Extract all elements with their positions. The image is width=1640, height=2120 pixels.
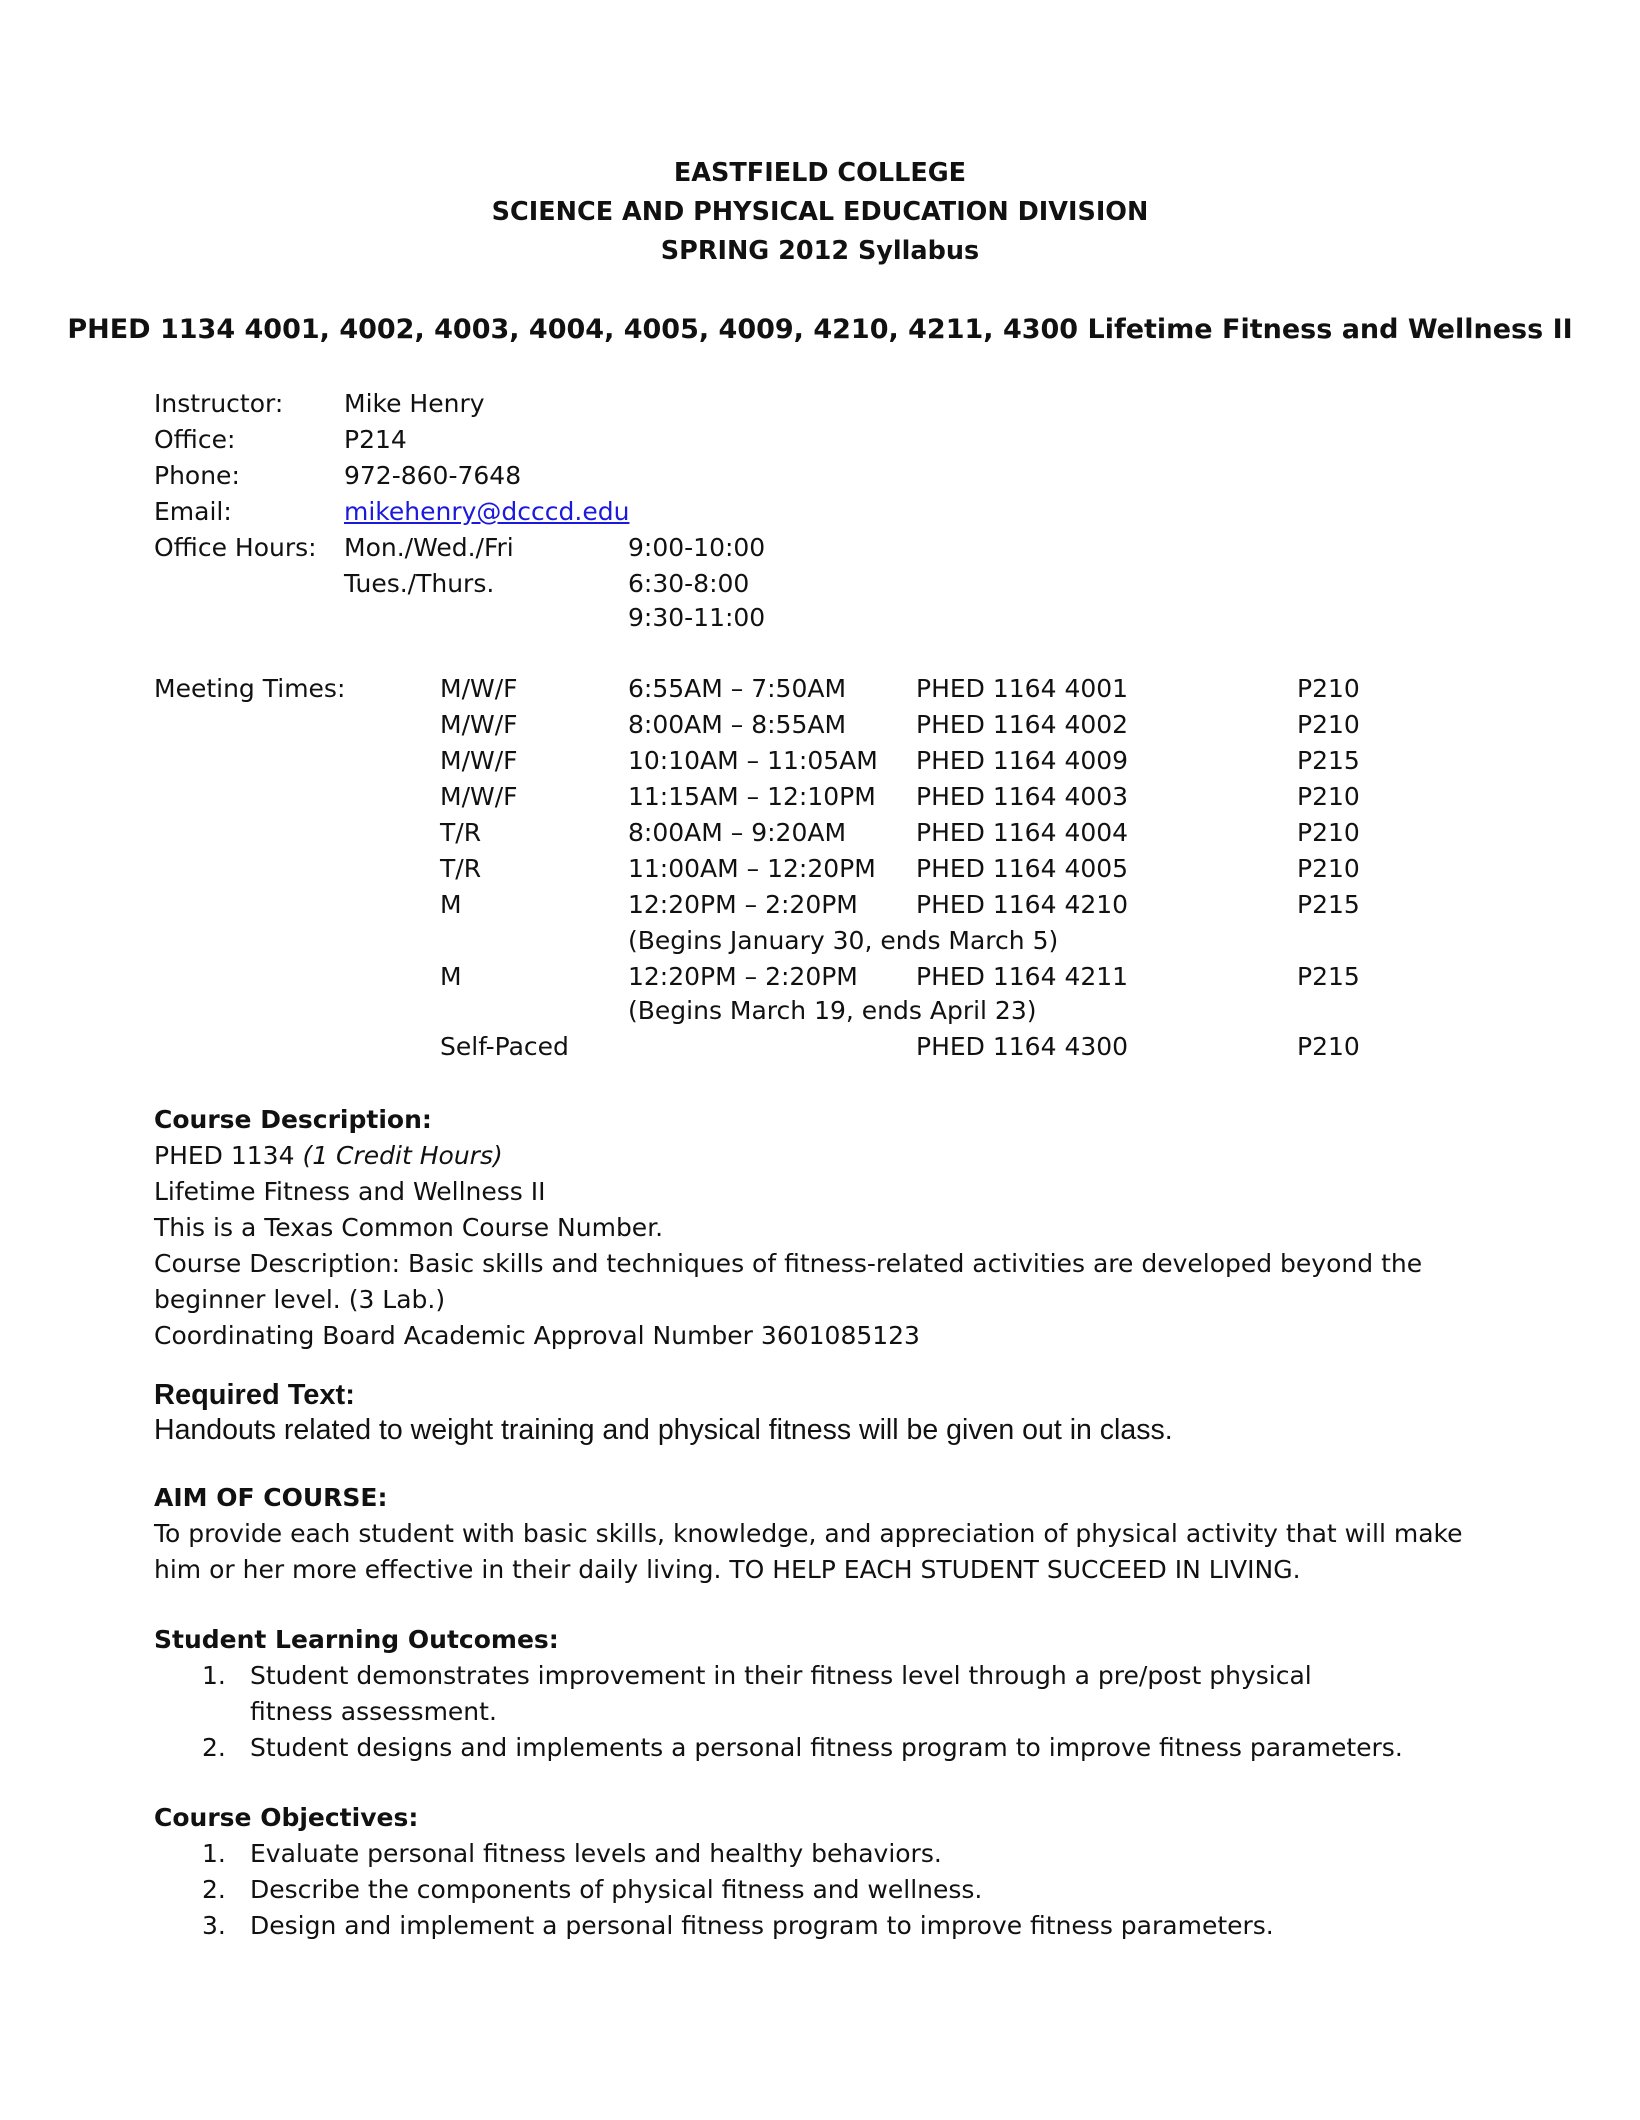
office-hours-label: Office Hours: bbox=[154, 533, 317, 562]
list-number: 2. bbox=[202, 1875, 226, 1904]
outcomes-section bbox=[154, 1622, 1494, 1766]
office-hours-time: 9:30-11:00 bbox=[628, 603, 766, 632]
section-heading: Course Description: bbox=[154, 1105, 432, 1134]
meeting-room: P210 bbox=[1297, 782, 1360, 811]
meeting-room: P215 bbox=[1297, 890, 1360, 919]
course-name: Lifetime Fitness and Wellness II bbox=[154, 1177, 546, 1206]
meeting-time: 10:10AM – 11:05AM bbox=[628, 746, 878, 775]
aim-body: To provide each student with basic skills, knowledge, and appreciation of physical activity that will make him or her more effective in their daily living. TO HELP EACH STUDENT SUCCEED IN LIVING. bbox=[154, 1519, 1463, 1584]
tccn-note: This is a Texas Common Course Number. bbox=[154, 1213, 664, 1242]
meeting-time: 11:00AM – 12:20PM bbox=[628, 854, 876, 883]
meeting-room: P215 bbox=[1297, 962, 1360, 991]
instructor-value: Mike Henry bbox=[344, 389, 485, 418]
list-text: Evaluate personal fitness levels and healthy behaviors. bbox=[250, 1839, 942, 1868]
meeting-section: PHED 1164 4005 bbox=[916, 854, 1129, 883]
meeting-section: PHED 1164 4004 bbox=[916, 818, 1129, 847]
meeting-time: 8:00AM – 8:55AM bbox=[628, 710, 847, 739]
list-item bbox=[154, 1908, 1494, 1944]
meeting-room: P210 bbox=[1297, 818, 1360, 847]
meeting-section: PHED 1164 4211 bbox=[916, 962, 1129, 991]
meeting-room: P210 bbox=[1297, 854, 1360, 883]
meeting-section: PHED 1164 4009 bbox=[916, 746, 1129, 775]
course-code: PHED 1134 bbox=[154, 1141, 303, 1170]
office-hours-time: 6:30-8:00 bbox=[628, 569, 750, 598]
course-description-section bbox=[154, 1102, 1494, 1354]
list-item bbox=[154, 1836, 1494, 1872]
list-item bbox=[154, 1658, 1350, 1730]
list-item bbox=[154, 1730, 1494, 1766]
section-heading: Course Objectives: bbox=[154, 1803, 419, 1832]
list-number: 2. bbox=[202, 1733, 226, 1762]
meeting-days: M/W/F bbox=[440, 710, 518, 739]
office-label: Office: bbox=[154, 425, 236, 454]
meeting-section: PHED 1164 4002 bbox=[916, 710, 1129, 739]
phone-value: 972-860-7648 bbox=[344, 461, 522, 490]
office-hours-days: Tues./Thurs. bbox=[344, 569, 495, 598]
meeting-section: PHED 1164 4210 bbox=[916, 890, 1129, 919]
meeting-days: M bbox=[440, 962, 462, 991]
list-text: Student demonstrates improvement in their fitness level through a pre/post physical fitness assessment. bbox=[250, 1661, 1312, 1726]
course-title: PHED 1134 4001, 4002, 4003, 4004, 4005, 4009, 4210, 4211, 4300 Lifetime Fitness and Wellness II bbox=[67, 314, 1573, 345]
meeting-days: M/W/F bbox=[440, 746, 518, 775]
office-value: P214 bbox=[344, 425, 407, 454]
meeting-days: T/R bbox=[440, 818, 482, 847]
required-text-section bbox=[154, 1378, 1494, 1448]
list-text: Describe the components of physical fitness and wellness. bbox=[250, 1875, 983, 1904]
meeting-time: 12:20PM – 2:20PM bbox=[628, 890, 858, 919]
list-text: Design and implement a personal fitness program to improve fitness parameters. bbox=[250, 1911, 1274, 1940]
email-link[interactable]: mikehenry@dcccd.edu bbox=[344, 497, 630, 526]
meeting-section: PHED 1164 4003 bbox=[916, 782, 1129, 811]
meeting-time: 11:15AM – 12:10PM bbox=[628, 782, 876, 811]
aim-section bbox=[154, 1480, 1494, 1588]
approval-number: Coordinating Board Academic Approval Number 3601085123 bbox=[154, 1321, 920, 1350]
outcomes-list bbox=[154, 1658, 1494, 1766]
meeting-time: 6:55AM – 7:50AM bbox=[628, 674, 847, 703]
meeting-room: P210 bbox=[1297, 674, 1360, 703]
instructor-label: Instructor: bbox=[154, 389, 284, 418]
meeting-time: 12:20PM – 2:20PM bbox=[628, 962, 858, 991]
email-label: Email: bbox=[154, 497, 232, 526]
division-name: SCIENCE AND PHYSICAL EDUCATION DIVISION bbox=[491, 197, 1149, 227]
meeting-times-label: Meeting Times: bbox=[154, 674, 346, 703]
section-heading: AIM OF COURSE: bbox=[154, 1483, 388, 1512]
meeting-note: (Begins January 30, ends March 5) bbox=[628, 926, 1059, 955]
required-text-body: Handouts related to weight training and physical fitness will be given out in class. bbox=[154, 1414, 1173, 1446]
objectives-section bbox=[154, 1800, 1494, 1944]
meeting-room: P210 bbox=[1297, 710, 1360, 739]
office-hours-days: Mon./Wed./Fri bbox=[344, 533, 514, 562]
meeting-days: M/W/F bbox=[440, 674, 518, 703]
phone-label: Phone: bbox=[154, 461, 240, 490]
course-description-text: Course Description: Basic skills and techniques of fitness-related activities are developed beyond the beginner level. (3 Lab.) bbox=[154, 1249, 1423, 1314]
credit-hours: (1 Credit Hours) bbox=[302, 1141, 503, 1170]
list-number: 1. bbox=[202, 1839, 226, 1868]
meeting-room: P215 bbox=[1297, 746, 1360, 775]
meeting-room: P210 bbox=[1297, 1032, 1360, 1061]
meeting-time: 8:00AM – 9:20AM bbox=[628, 818, 847, 847]
objectives-list bbox=[154, 1836, 1494, 1944]
college-name: EASTFIELD COLLEGE bbox=[673, 158, 967, 188]
meeting-section: PHED 1164 4300 bbox=[916, 1032, 1129, 1061]
list-number: 1. bbox=[202, 1661, 226, 1690]
list-item bbox=[154, 1872, 1494, 1908]
meeting-days: T/R bbox=[440, 854, 482, 883]
term-title: SPRING 2012 Syllabus bbox=[660, 236, 980, 266]
meeting-days: M/W/F bbox=[440, 782, 518, 811]
meeting-days: M bbox=[440, 890, 462, 919]
course-code-line bbox=[154, 1138, 1494, 1174]
meeting-days: Self-Paced bbox=[440, 1032, 569, 1061]
list-number: 3. bbox=[202, 1911, 226, 1940]
list-text: Student designs and implements a personal fitness program to improve fitness parameters. bbox=[250, 1733, 1403, 1762]
office-hours-time: 9:00-10:00 bbox=[628, 533, 766, 562]
document-header bbox=[0, 154, 1640, 271]
meeting-section: PHED 1164 4001 bbox=[916, 674, 1129, 703]
section-heading: Required Text: bbox=[154, 1379, 355, 1411]
section-heading: Student Learning Outcomes: bbox=[154, 1625, 559, 1654]
meeting-note: (Begins March 19, ends April 23) bbox=[628, 996, 1037, 1025]
